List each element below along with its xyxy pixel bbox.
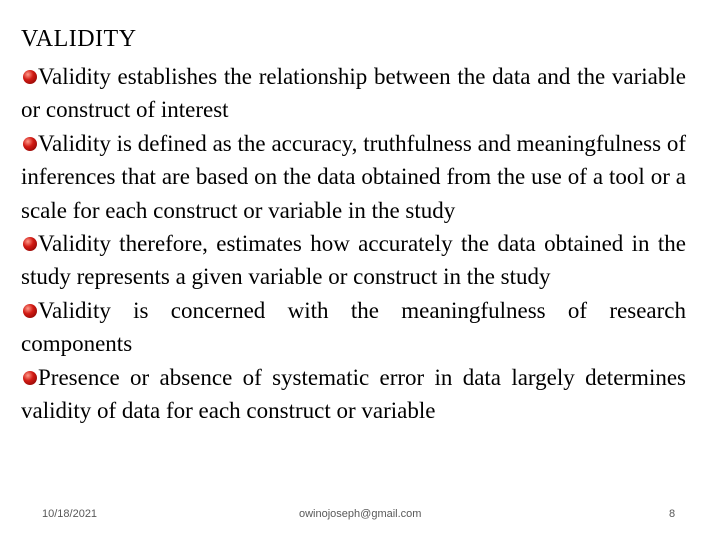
red-sphere-bullet-icon <box>23 304 37 318</box>
bullet-point <box>21 127 686 227</box>
bullet-list <box>21 60 686 427</box>
bullet-text: Validity establishes the relationship between the data and the variable or construct of interest <box>21 64 686 123</box>
red-sphere-bullet-icon <box>23 371 37 385</box>
footer-page-number: 8 <box>669 508 676 520</box>
bullet-point <box>21 294 686 361</box>
red-sphere-bullet-icon <box>23 70 37 84</box>
footer-date: 10/18/2021 <box>42 508 98 520</box>
red-sphere-bullet-icon <box>23 137 37 151</box>
bullet-point <box>21 227 686 294</box>
bullet-point <box>21 60 686 127</box>
red-sphere-bullet-icon <box>23 237 37 251</box>
bullet-text: Presence or absence of systematic error in data largely determines validity of data for each construct or variable <box>21 364 686 424</box>
bullet-text: Validity is defined as the accuracy, truthfulness and meaningfulness of inferences that are based on the data obtained from the use of a tool or a scale for each construct or variable in the study <box>21 130 686 223</box>
slide-title: VALIDITY <box>21 26 137 52</box>
bullet-point <box>21 361 686 428</box>
footer-email: owinojoseph@gmail.com <box>299 508 422 520</box>
bullet-text: Validity is concerned with the meaningfulness of research components <box>21 297 686 357</box>
bullet-text: Validity therefore, estimates how accurately the data obtained in the study represents a given variable or construct in the study <box>21 231 686 290</box>
